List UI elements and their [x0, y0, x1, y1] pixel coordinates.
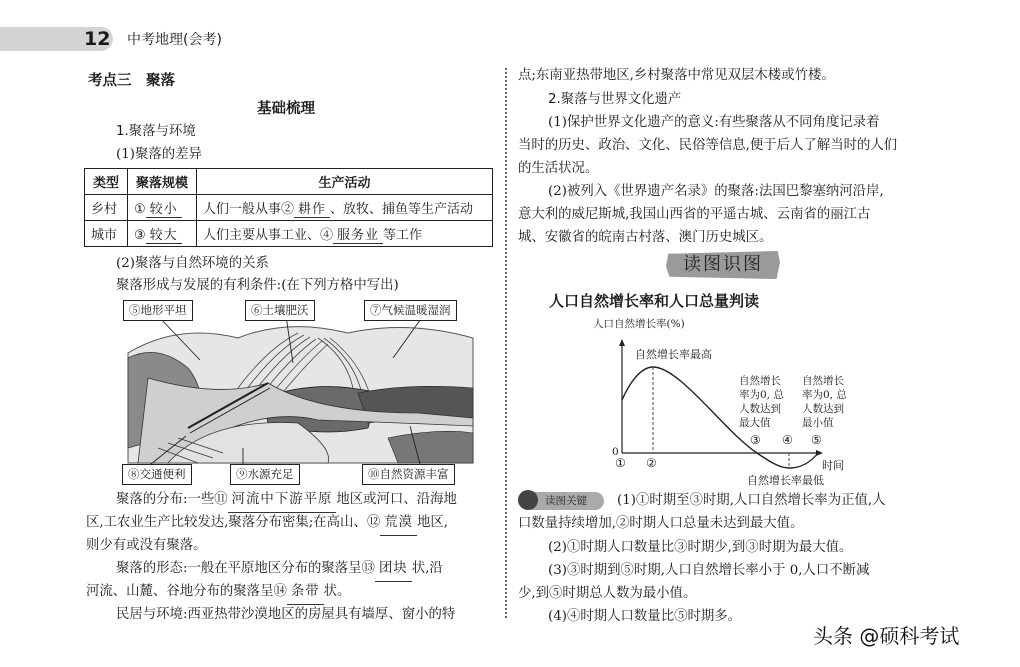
- label-flat-terrain: ⑤地形平坦: [123, 300, 193, 321]
- table-row: [85, 195, 493, 221]
- annotation-min-population: [802, 374, 847, 430]
- heritage-p1-line3: 的生活状况。: [518, 161, 599, 176]
- table-row: [85, 221, 493, 247]
- label-convenient-transport: ⑧交通便利: [122, 464, 192, 485]
- dwelling-continued: 点;东南亚热带地区,乡村聚落中常见双层木楼或竹楼。: [518, 68, 835, 83]
- chart-section-title: 人口自然增长率和人口总量判读: [549, 292, 760, 310]
- population-growth-chart: [585, 312, 855, 487]
- table-cell-activity: [197, 195, 493, 221]
- x-marker-3: ③: [750, 433, 761, 447]
- column-divider: [505, 68, 507, 618]
- annotation-line: 率为0, 总: [802, 389, 847, 401]
- x-marker-2: ②: [646, 456, 657, 470]
- annotation-line: 最大值: [739, 417, 771, 429]
- chart-y-label: 人口自然增长率(%): [593, 318, 685, 330]
- read-chart-banner: 读图识图: [683, 254, 763, 275]
- key-1-line2: 口数量持续增加,②时期人口总量未达到最大值。: [518, 516, 804, 531]
- label-sufficient-water: ⑨水源充足: [230, 464, 300, 485]
- heading-1-2: (2)聚落与自然环境的关系: [116, 256, 269, 271]
- text: 状,沿: [411, 561, 443, 576]
- heading-1: 1.聚落与环境: [116, 124, 196, 139]
- x-marker-5: ⑤: [811, 433, 822, 447]
- key-4: (4)④时期人口数量比⑤时期多。: [548, 609, 742, 624]
- answer-blank: 荒漠: [380, 511, 417, 536]
- text: 等工作: [383, 227, 423, 243]
- form-line-2: [86, 580, 350, 605]
- table-header-cell: 生产活动: [197, 169, 493, 195]
- annotation-max-population: [739, 374, 784, 430]
- text: 河流、山麓、谷地分布的聚落呈⑭: [86, 584, 287, 599]
- text: 状。: [323, 584, 351, 599]
- annotation-line: 自然增长: [802, 375, 844, 387]
- text: 人们主要从事工业、④: [203, 227, 334, 243]
- section-title: 考点三 聚落: [88, 73, 175, 89]
- landscape-drawing: [118, 298, 490, 488]
- annotation-line: 人数达到: [802, 403, 844, 415]
- text: 区,工农业生产比较发达,聚落分布密集;在高山、⑫: [86, 515, 381, 530]
- annotation-line: 率为0, 总: [739, 389, 784, 401]
- table-cell-scale: [128, 195, 197, 221]
- key-2: (2)①时期人口数量比③时期少,到③时期为最大值。: [548, 540, 853, 555]
- watermark: 头条 @硕科考试: [813, 624, 960, 648]
- heading-2: 2.聚落与世界文化遗产: [548, 92, 682, 107]
- settlement-difference-table: [84, 168, 493, 247]
- chart-origin-label: 0: [612, 446, 619, 458]
- answer-blank: 耕作: [294, 198, 330, 218]
- answer-blank: 较小: [146, 198, 182, 218]
- annotation-line: 最小值: [802, 417, 834, 429]
- answer-blank: 较大: [146, 224, 182, 244]
- annotation-trough: 自然增长率最低: [747, 474, 824, 487]
- text: 聚落的形态:一般在平原地区分布的聚落呈⑬: [116, 561, 375, 576]
- dwelling-line: 民居与环境:西亚热带沙漠地区的房屋具有墙厚、窗小的特: [116, 607, 456, 622]
- heritage-p2-line1: (2)被列入《世界遗产名录》的聚落:法国巴黎塞纳河沿岸,: [548, 184, 884, 199]
- heritage-p1-line1: (1)保护世界文化遗产的意义:有些聚落从不同角度记录着: [548, 115, 880, 130]
- table-cell-type: 城市: [85, 221, 128, 247]
- form-line-1: [116, 557, 443, 582]
- answer-blank: 条带: [287, 580, 324, 605]
- conditions-intro: 聚落形成与发展的有利条件:(在下列方格中写出): [116, 278, 399, 293]
- subsection-title: 基础梳理: [257, 101, 315, 117]
- key-3-line2: 少,到⑤时期总人数为最小值。: [518, 586, 697, 601]
- text: 地区或河口、沿海地: [336, 492, 457, 507]
- heritage-p2-line3: 城、安徽省的皖南古村落、澳门历史城区。: [518, 230, 773, 245]
- annotation-line: 人数达到: [739, 403, 781, 415]
- blank-number: ①: [134, 201, 146, 217]
- table-cell-scale: [128, 221, 197, 247]
- book-title: 中考地理(会考): [127, 32, 222, 48]
- answer-blank: 河流中下游平原: [228, 488, 337, 513]
- annotation-line: 自然增长: [739, 375, 781, 387]
- key-badge-label: 读图关键: [545, 495, 587, 507]
- heritage-p2-line2: 意大利的威尼斯城,我国山西省的平遥古城、云南省的丽江古: [518, 207, 871, 222]
- label-fertile-soil: ⑥土壤肥沃: [245, 300, 315, 321]
- key-1-line1: (1)①时期至③时期,人口自然增长率为正值,人: [617, 493, 886, 508]
- text: 人们一般从事②: [203, 201, 295, 217]
- distribution-line-3: 则少有或没有聚落。: [86, 538, 207, 553]
- settlement-landscape-illustration: [118, 298, 490, 488]
- heritage-p1-line2: 当时的历史、政治、文化、民俗等信息,便于后人了解当时的人们: [518, 138, 898, 153]
- table-header-cell: 类型: [85, 169, 128, 195]
- table-header-row: [85, 169, 493, 195]
- blank-number: ③: [134, 227, 146, 243]
- x-marker-1: ①: [615, 456, 626, 470]
- distribution-line-2: [86, 511, 448, 536]
- chart-x-label: 时间: [822, 459, 844, 472]
- text: 地区,: [417, 515, 449, 530]
- magnifier-icon: [518, 490, 538, 510]
- table-cell-activity: [197, 221, 493, 247]
- answer-blank: 团块: [375, 557, 412, 582]
- label-warm-humid-climate: ⑦气候温暖湿润: [364, 300, 457, 321]
- label-rich-resources: ⑩自然资源丰富: [362, 464, 455, 485]
- text: 、放牧、捕鱼等生产活动: [330, 201, 474, 217]
- page-number: 12: [84, 28, 111, 50]
- annotation-peak: 自然增长率最高: [635, 348, 712, 361]
- text: 聚落的分布:一些⑪: [116, 492, 228, 507]
- table-header-cell: 聚落规模: [128, 169, 197, 195]
- answer-blank: 服务业: [333, 224, 383, 244]
- key-3-line1: (3)③时期到⑤时期,人口自然增长率小于 0,人口不断减: [548, 563, 870, 578]
- x-marker-4: ④: [782, 433, 793, 447]
- heading-1-1: (1)聚落的差异: [116, 147, 202, 162]
- table-cell-type: 乡村: [85, 195, 128, 221]
- distribution-line-1: [116, 488, 457, 513]
